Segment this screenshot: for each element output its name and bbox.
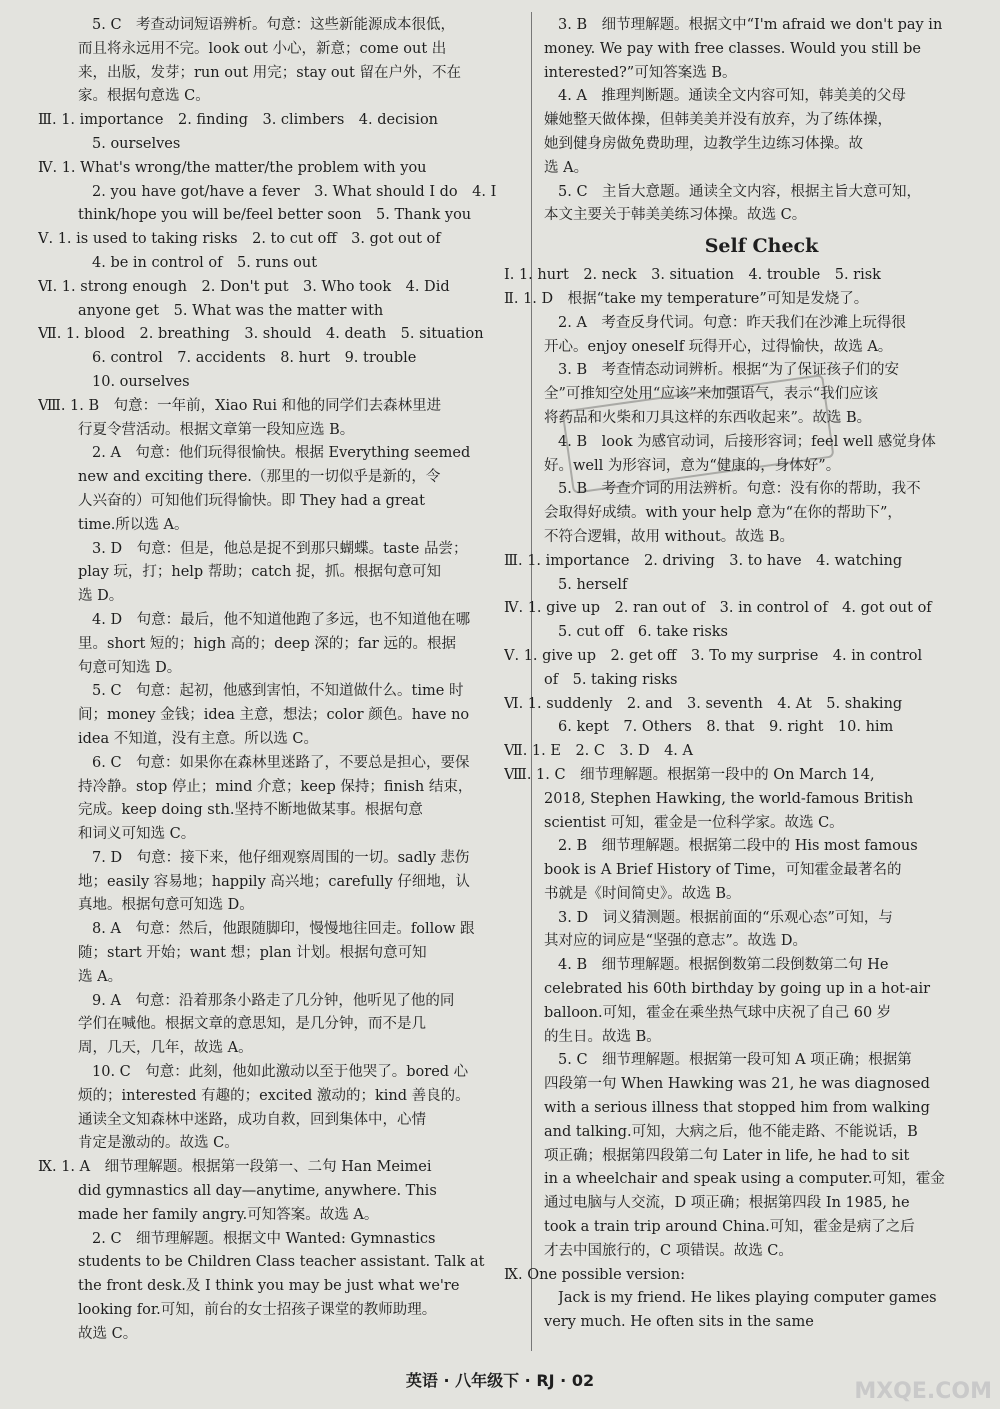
text-line: idea 不知道，没有主意。所以选 C。 xyxy=(78,730,318,747)
text-line: 2. B 细节理解题。根据第二段中的 His most famous xyxy=(558,838,918,855)
text-line: Ⅷ. 1. B 句意：一年前，Xiao Rui 和他的同学们去森林里进 xyxy=(38,397,442,414)
text-line: 项正确；根据第四段第二句 Later in life, he had to sit xyxy=(544,1147,910,1164)
text-line: 8. A 句意：然后，他跟随脚印，慢慢地往回走。follow 跟 xyxy=(92,921,475,938)
right-column xyxy=(504,14,979,1335)
text-line: 3. B 细节理解题。根据文中“I'm afraid we don't pay in xyxy=(558,17,943,33)
text-line: 肯定是激动的。故选 C。 xyxy=(78,1135,239,1152)
text-line: think/hope you will be/feel better soon 5. Thank you xyxy=(78,207,472,224)
text-line: celebrated his 60th birthday by going up in a hot-air xyxy=(544,981,931,998)
text-line: 而且将永远用不完。look out 小心，新意；come out 出 xyxy=(78,40,447,57)
text-line: 2. you have got/have a fever 3. What should I do 4. I xyxy=(92,183,497,200)
text-line: 10. C 句意：此刻，他如此激动以至于他哭了。bored 心 xyxy=(92,1064,469,1081)
text-line: the front desk.及 I think you may be just what we're xyxy=(78,1278,460,1295)
text-line: 2018, Stephen Hawking, the world-famous British xyxy=(544,790,914,807)
text-line: 真地。根据句意可知选 D。 xyxy=(78,897,254,914)
text-line: with a serious illness that stopped him from walking xyxy=(544,1100,930,1117)
text-line: 5. B 考查介词的用法辨析。句意：没有你的帮助，我不 xyxy=(558,481,921,498)
right-column-top xyxy=(544,14,979,228)
text-line: 好。well 为形容词，意为“健康的，身体好”。 xyxy=(544,457,841,474)
text-line: and talking.可知，大病之后，他不能走路、不能说话，B xyxy=(544,1123,918,1140)
text-line: did gymnastics all day—anytime, anywhere. This xyxy=(78,1183,437,1200)
text-line: made her family angry.可知答案。故选 A。 xyxy=(78,1206,379,1223)
text-line: balloon.可知，霍金在乘坐热气球中庆祝了自己 60 岁 xyxy=(544,1004,892,1021)
text-line: Jack is my friend. He likes playing computer games xyxy=(558,1290,937,1307)
text-line: scientist 可知，霍金是一位科学家。故选 C。 xyxy=(544,814,844,831)
text-line: 和词义可知选 C。 xyxy=(78,826,196,843)
text-line: 4. be in control of 5. runs out xyxy=(92,254,318,271)
text-line: 全”可推知空处用“应该”来加强语气，表示“我们应该 xyxy=(544,386,879,403)
text-line: 选 A。 xyxy=(544,159,589,176)
text-line: 4. B 细节理解题。根据倒数第二段倒数第二句 He xyxy=(558,957,889,974)
text-line: 3. D 句意：但是，他总是捉不到那只蝴蝶。taste 品尝； xyxy=(92,540,468,557)
text-line: 开心。enjoy oneself 玩得开心，过得愉快，故选 A。 xyxy=(544,338,893,355)
text-line: 其对应的词应是“坚强的意志”。故选 D。 xyxy=(544,933,808,950)
text-line: 通读全文知森林中迷路，成功自救，回到集体中，心情 xyxy=(78,1111,426,1128)
text-line: 四段第一句 When Hawking was 21, he was diagnosed xyxy=(544,1076,930,1093)
text-line: Ⅸ. One possible version: xyxy=(504,1266,686,1283)
page-footer: 英语 · 八年级下 · RJ · 02 xyxy=(405,1371,595,1390)
text-line: students to be Children Class teacher assistant. Talk at xyxy=(78,1254,485,1271)
text-line: 地；easily 容易地；happily 高兴地；carefully 仔细地，认 xyxy=(78,873,470,890)
text-line: 家。根据句意选 C。 xyxy=(78,88,210,105)
text-line: 2. A 考查反身代词。句意：昨天我们在沙滩上玩得很 xyxy=(558,314,906,331)
text-line: Ⅳ. 1. give up 2. ran out of 3. in control of 4. got out of xyxy=(504,600,932,617)
text-line: very much. He often sits in the same xyxy=(544,1314,814,1331)
text-line: Ⅴ. 1. give up 2. get off 3. To my surprise 4. in control xyxy=(504,647,923,664)
text-line: 持冷静。stop 停止；mind 介意；keep 保持；finish 结束， xyxy=(78,778,473,795)
text-line: 将药品和火柴和刀具这样的东西收起来”。故选 B。 xyxy=(544,409,872,426)
text-line: Ⅵ. 1. suddenly 2. and 3. seventh 4. At 5. shaking xyxy=(504,695,903,712)
text-line: looking for.可知，前台的女士招孩子课堂的教师助理。 xyxy=(78,1302,437,1319)
text-line: money. We pay with free classes. Would you still be xyxy=(544,40,921,57)
text-line: 7. D 句意：接下来，他仔细观察周围的一切。sadly 悲伤 xyxy=(92,849,470,866)
text-line: 通过电脑与人交流，D 项正确；根据第四段 In 1985, he xyxy=(544,1195,910,1212)
text-line: of 5. taking risks xyxy=(544,671,678,688)
text-line: 3. D 词义猜测题。根据前面的“乐观心态”可知，与 xyxy=(558,909,893,926)
text-line: Ⅶ. 1. blood 2. breathing 3. should 4. death 5. situation xyxy=(38,326,484,343)
text-line: Ⅲ. 1. importance 2. finding 3. climbers 4. decision xyxy=(38,112,439,129)
text-line: took a train trip around China.可知，霍金是病了之后 xyxy=(544,1219,915,1236)
text-line: 6. C 句意：如果你在森林里迷路了，不要总是担心，要保 xyxy=(92,754,470,771)
text-line: Ⅲ. 1. importance 2. driving 3. to have 4. watching xyxy=(504,552,903,569)
text-line: 周，几天，几年，故选 A。 xyxy=(78,1040,253,1057)
text-line: 才去中国旅行的，C 项错误。故选 C。 xyxy=(544,1242,793,1259)
text-line: book is A Brief History of Time，可知霍金最著名的 xyxy=(544,862,902,879)
text-line: 句意可知选 D。 xyxy=(78,659,182,676)
text-line: 故选 C。 xyxy=(78,1325,138,1342)
text-line: 4. B look 为感官动词，后接形容词；feel well 感觉身体 xyxy=(558,433,936,450)
text-line: 9. A 句意：沿着那条小路走了几分钟，他听见了他的同 xyxy=(92,992,455,1009)
text-line: Ⅶ. 1. E 2. C 3. D 4. A xyxy=(504,743,693,760)
text-line: 选 A。 xyxy=(78,968,123,985)
text-line: 5. C 细节理解题。根据第一段可知 A 项正确；根据第 xyxy=(558,1052,912,1069)
text-line: Ⅵ. 1. strong enough 2. Don't put 3. Who took 4. Did xyxy=(38,278,450,295)
text-line: 学们在喊他。根据文章的意思知，是几分钟，而不是几 xyxy=(78,1016,426,1033)
text-line: 4. D 句意：最后，他不知道他跑了多远，也不知道他在哪 xyxy=(92,611,471,628)
text-line: 嫌她整天做体操，但韩美美并没有放弃，为了练体操， xyxy=(544,112,892,129)
text-line: 3. B 考查情态动词辨析。根据“为了保证孩子们的安 xyxy=(558,362,900,379)
text-line: 5. C 考查动词短语辨析。句意：这些新能源成本很低， xyxy=(92,17,456,33)
text-line: 5. C 主旨大意题。通读全文内容，根据主旨大意可知， xyxy=(558,183,922,200)
text-line: Ⅷ. 1. C 细节理解题。根据第一段中的 On March 14, xyxy=(504,766,875,783)
text-line: 5. C 句意：起初，他感到害怕，不知道做什么。time 时 xyxy=(92,683,464,700)
text-line: anyone get 5. What was the matter with xyxy=(78,302,384,319)
text-line: 6. kept 7. Others 8. that 9. right 10. him xyxy=(558,719,894,736)
text-line: 完成。keep doing sth.坚持不断地做某事。根据句意 xyxy=(78,802,423,819)
text-line: 5. cut off 6. take risks xyxy=(558,624,728,641)
text-line: 人兴奋的）可知他们玩得愉快。即 They had a great xyxy=(78,492,425,509)
text-line: interested?”可知答案选 B。 xyxy=(544,64,737,81)
text-line: 会取得好成绩。with your help 意为“在你的帮助下”， xyxy=(544,505,902,522)
left-column xyxy=(38,14,510,1347)
text-line: 的生日。故选 B。 xyxy=(544,1028,661,1045)
text-line: in a wheelchair and speak using a computer.可知，霍金 xyxy=(544,1171,945,1188)
text-line: 本文主要关于韩美美练习体操。故选 C。 xyxy=(544,207,807,224)
text-line: new and exciting there.（那里的一切似乎是新的，令 xyxy=(78,469,441,486)
text-line: time.所以选 A。 xyxy=(78,516,189,533)
site-watermark: MXQE.COM xyxy=(854,1379,992,1404)
text-line: 随；start 开始；want 想；plan 计划。根据句意可知 xyxy=(78,945,427,962)
text-line: 不符合逻辑，故用 without。故选 B。 xyxy=(544,528,794,545)
text-line: Ⅰ. 1. hurt 2. neck 3. situation 4. trouble 5. risk xyxy=(504,267,881,284)
text-line: 2. A 句意：他们玩得很愉快。根据 Everything seemed xyxy=(92,445,471,462)
text-line: 行夏令营活动。根据文章第一段知应选 B。 xyxy=(78,421,355,438)
text-line: 书就是《时间简史》。故选 B。 xyxy=(544,885,741,902)
text-line: play 玩，打；help 帮助；catch 捉，抓。根据句意可知 xyxy=(78,564,441,581)
text-line: 5. herself xyxy=(558,576,628,593)
text-line: 选 D。 xyxy=(78,588,124,605)
text-line: 4. A 推理判断题。通读全文内容可知，韩美美的父母 xyxy=(558,88,906,105)
text-line: 她到健身房做免费助理，边教学生边练习体操。故 xyxy=(544,135,863,152)
text-line: 里。short 短的；high 高的；deep 深的；far 远的。根据 xyxy=(78,635,456,652)
text-line: 10. ourselves xyxy=(92,373,190,390)
text-line: Ⅱ. 1. D 根据“take my temperature”可知是发烧了。 xyxy=(504,290,869,307)
text-line: 来，出版，发芽；run out 用完；stay out 留在户外，不在 xyxy=(78,64,461,81)
text-line: Ⅸ. 1. A 细节理解题。根据第一段第一、二句 Han Meimei xyxy=(38,1159,432,1176)
text-line: Ⅳ. 1. What's wrong/the matter/the problem with you xyxy=(38,159,427,176)
self-check-heading: Self Check xyxy=(704,235,819,258)
column-divider xyxy=(531,12,532,1351)
text-line: 2. C 细节理解题。根据文中 Wanted: Gymnastics xyxy=(92,1230,436,1247)
text-line: 5. ourselves xyxy=(92,135,181,152)
text-line: Ⅴ. 1. is used to taking risks 2. to cut off 3. got out of xyxy=(38,231,441,248)
text-line: 烦的；interested 有趣的；excited 激动的；kind 善良的。 xyxy=(78,1087,470,1104)
text-line: 间；money 金钱；idea 主意，想法；color 颜色。have no xyxy=(78,707,470,724)
text-line: 6. control 7. accidents 8. hurt 9. trouble xyxy=(92,350,417,367)
